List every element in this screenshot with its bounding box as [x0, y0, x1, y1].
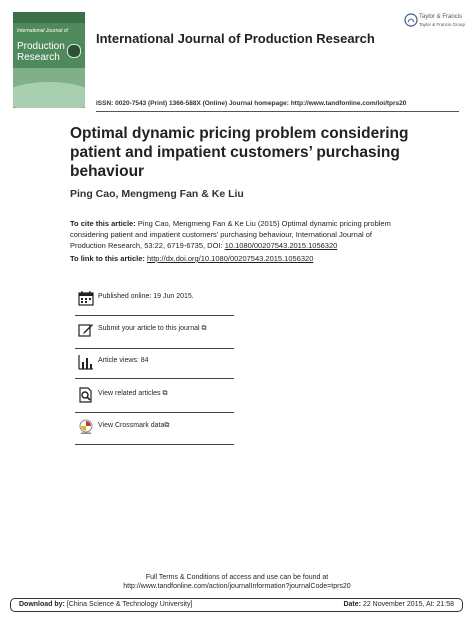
download-date-label: Date:: [343, 601, 361, 608]
cover-title-main: Production Research: [17, 41, 65, 63]
terms-notice-line1: Full Terms & Conditions of access and use can be found at: [145, 574, 329, 581]
calendar-icon: [78, 290, 94, 306]
citation-block: [70, 218, 408, 251]
terms-notice: [0, 573, 474, 591]
article-link-line: [70, 253, 313, 264]
edit-icon: [78, 322, 94, 338]
published-online-row: [78, 290, 236, 312]
related-articles-label[interactable]: [98, 390, 167, 398]
publisher-group: Taylor & Francis Group: [419, 22, 466, 27]
search-icon: [78, 387, 94, 403]
terms-notice-url[interactable]: http://www.tandfonline.com/action/journalInformation?journalCode=tprs20: [123, 583, 351, 590]
issn-line: ISSN: 0020-7543 (Print) 1366-588X (Online) Journal homepage: http://www.tandfonline.com/loi/tprs20: [96, 100, 407, 107]
related-articles-row[interactable]: [78, 387, 236, 409]
related-articles-text[interactable]: View related articles: [98, 390, 161, 397]
citation-text: Ping Cao, Mengmeng Fan & Ke Liu (2015) Optimal dynamic pricing problem considering patient and impatient customers’ purchasing behaviour, International Journal of Production Research, 53:22, 6719-6735, DOI:: [70, 219, 391, 250]
downloaded-by-label: Download by:: [19, 601, 65, 608]
submit-article-label[interactable]: [98, 325, 207, 333]
article-doi-url[interactable]: http://dx.doi.org/10.1080/00207543.2015.1056320: [146, 254, 314, 263]
download-date: [343, 601, 454, 608]
bar-chart-icon: [78, 354, 94, 370]
crossmark-icon: [78, 419, 94, 435]
journal-cover-image: [13, 12, 85, 108]
article-title: Optimal dynamic pricing problem considering patient and impatient customers’ purchasing behaviour: [70, 125, 409, 180]
external-link-icon: ⧉: [201, 325, 207, 332]
journal-title[interactable]: International Journal of Production Research: [96, 31, 375, 46]
article-views-row: [78, 354, 236, 376]
info-divider: [75, 444, 234, 445]
external-link-icon: ⧉: [164, 422, 170, 429]
download-date-value: 22 November 2015, At: 21:58: [362, 601, 454, 608]
article-views-label: Article views: 84: [98, 357, 149, 364]
download-info-bar: [10, 598, 463, 612]
citation-doi-link[interactable]: 10.1080/00207543.2015.1056320: [224, 241, 338, 250]
external-link-icon: ⧉: [162, 390, 168, 397]
publisher-logo-text: [419, 14, 465, 28]
cover-title-top: International Journal of: [17, 28, 68, 34]
downloaded-by-value: [China Science & Technology University]: [66, 601, 193, 608]
info-divider: [75, 315, 234, 316]
info-divider: [75, 348, 234, 349]
downloaded-by: [19, 601, 192, 608]
submit-article-text[interactable]: Submit your article to this journal: [98, 325, 200, 332]
publisher-name: Taylor & Francis: [419, 14, 463, 20]
link-label: To link to this article:: [70, 254, 145, 263]
info-divider: [75, 378, 234, 379]
header-divider: [96, 111, 459, 112]
submit-article-row[interactable]: [78, 322, 236, 344]
crossmark-label[interactable]: [98, 422, 169, 430]
article-authors: Ping Cao, Mengmeng Fan & Ke Liu: [70, 188, 244, 200]
crossmark-text[interactable]: View Crossmark data: [98, 422, 165, 429]
info-divider: [75, 412, 234, 413]
crossmark-row[interactable]: [78, 419, 236, 441]
published-online-label: Published online: 19 Jun 2015.: [98, 293, 194, 300]
citation-label: To cite this article:: [70, 219, 136, 228]
publisher-logo-icon: [404, 13, 418, 27]
